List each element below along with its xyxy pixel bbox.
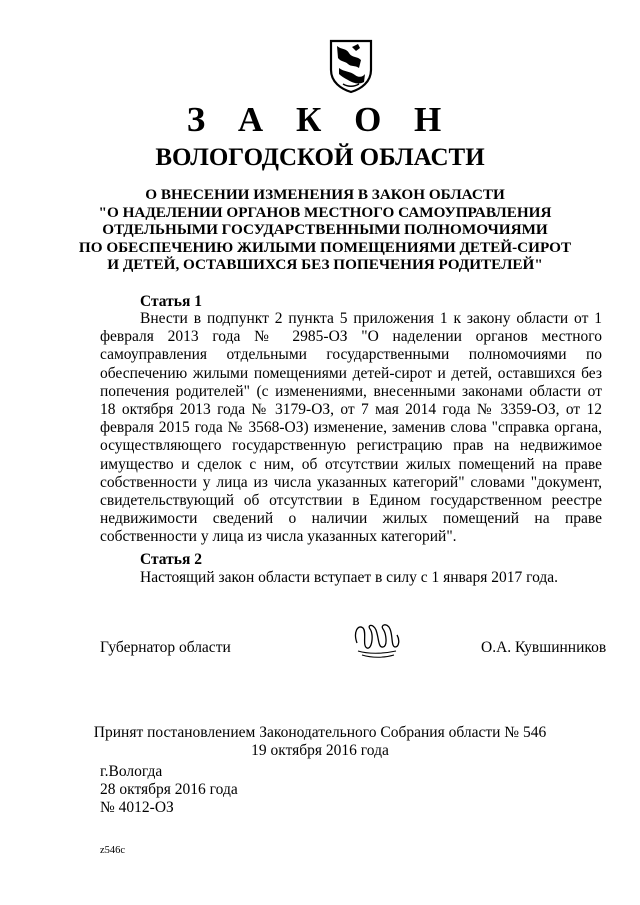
- governor-name: О.А. Кувшинников: [481, 639, 607, 656]
- law-heading-line: И ДЕТЕЙ, ОСТАВШИХСЯ БЕЗ ПОПЕЧЕНИЯ РОДИТЕЛЕЙ": [107, 256, 543, 274]
- document-type-title: З А К О Н: [186, 100, 454, 139]
- document-code: z546c: [100, 845, 126, 856]
- adoption-line: Принят постановлением Законодательного Собрания области № 546: [93, 724, 547, 741]
- adoption-date: 19 октября 2016 года: [251, 742, 389, 759]
- law-heading-line: ОТДЕЛЬНЫМИ ГОСУДАРСТВЕННЫМИ ПОЛНОМОЧИЯМИ: [102, 221, 548, 239]
- article-1-text: Внести в подпункт 2 пункта 5 приложения 1 к закону области от 1 февраля 2013 года № 2985-ОЗ "О наделении органов местного самоуправления отдельными государственными полномочиями по обеспечению жилыми помещениями детей-сирот и детей, оставшихся без попечения родителей" (с изменениями, внесенными законами области от 18 октября 2013 года № 3179-ОЗ, от 7 мая 2014 года № 3359-ОЗ, от 12 февраля 2015 года № 3568-ОЗ) изменение, заменив слова "справка органа, осуществляющего государственную регистрацию прав на недвижимое имущество и сделок с ним, об отсутствии жилых помещений на праве собственности у лица из числа указанных категорий" словами "документ, свидетельствующий об отсутствии в Едином государственном реестре недвижимости сведений о наличии жилых помещений на праве собственности у лица из числа указанных категорий".: [100, 310, 602, 546]
- article-2-heading: Статья 2: [140, 551, 202, 568]
- city: г.Вологда: [100, 763, 163, 780]
- article-2-text: Настоящий закон области вступает в силу с 1 января 2017 года.: [140, 569, 559, 586]
- law-heading-line: ПО ОБЕСПЕЧЕНИЮ ЖИЛЫМИ ПОМЕЩЕНИЯМИ ДЕТЕЙ-СИРОТ: [78, 238, 572, 256]
- law-heading-line: О ВНЕСЕНИИ ИЗМЕНЕНИЯ В ЗАКОН ОБЛАСТИ: [145, 186, 505, 203]
- law-heading-line: "О НАДЕЛЕНИИ ОРГАНОВ МЕСТНОГО САМОУПРАВЛЕНИЯ: [98, 203, 552, 221]
- law-number: № 4012-ОЗ: [100, 799, 174, 816]
- signing-date: 28 октября 2016 года: [100, 781, 238, 798]
- coat-of-arms-emblem: [328, 38, 374, 94]
- handwritten-signature: [350, 618, 402, 662]
- law-heading: [60, 186, 590, 274]
- article-1-heading: Статья 1: [140, 293, 202, 310]
- region-subtitle: ВОЛОГОДСКОЙ ОБЛАСТИ: [155, 144, 485, 171]
- signatory-position: Губернатор области: [100, 639, 231, 656]
